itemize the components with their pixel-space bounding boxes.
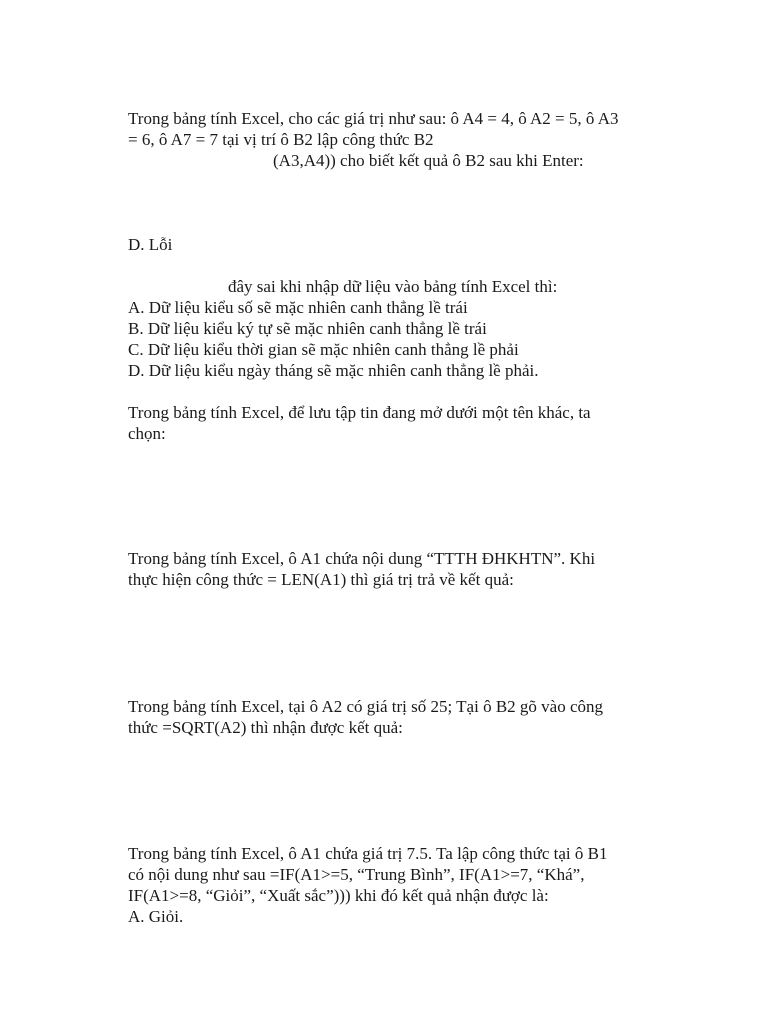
q4-line-1: Trong bảng tính Excel, ô A1 chứa nội dung “TTTH ĐHKHTN”. Khi (128, 549, 596, 568)
q2-option-a: A. Dữ liệu kiểu số sẽ mặc nhiên canh thẳng lề trái (128, 298, 468, 317)
q2-option-b: B. Dữ liệu kiểu ký tự sẽ mặc nhiên canh thẳng lề trái (128, 319, 487, 338)
q4-line-2: thực hiện công thức = LEN(A1) thì giá trị trả về kết quả: (128, 570, 514, 589)
q2-option-c: C. Dữ liệu kiểu thời gian sẽ mặc nhiên canh thẳng lề phải (128, 340, 519, 359)
q3-line-1: Trong bảng tính Excel, để lưu tập tin đang mở dưới một tên khác, ta (128, 403, 591, 422)
q3-line-2: chọn: (128, 424, 166, 443)
q5-line-2: thức =SQRT(A2) thì nhận được kết quả: (128, 718, 403, 737)
q6-line-3: IF(A1>=8, “Giỏi”, “Xuất sắc”))) khi đó kết quả nhận được là: (128, 886, 549, 905)
q2-stem: đây sai khi nhập dữ liệu vào bảng tính Excel thì: (228, 277, 558, 296)
q1-line-3: (A3,A4)) cho biết kết quả ô B2 sau khi Enter: (273, 151, 584, 170)
q1-option-d: D. Lỗi (128, 235, 173, 254)
q5-line-1: Trong bảng tính Excel, tại ô A2 có giá trị số 25; Tại ô B2 gõ vào công (128, 697, 604, 716)
q6-option-a: A. Giỏi. (128, 907, 184, 926)
q2-option-d: D. Dữ liệu kiểu ngày tháng sẽ mặc nhiên canh thẳng lề phải. (128, 361, 539, 380)
q6-line-1: Trong bảng tính Excel, ô A1 chứa giá trị 7.5. Ta lập công thức tại ô B1 (128, 844, 608, 863)
q6-line-2: có nội dung như sau =IF(A1>=5, “Trung Bình”, IF(A1>=7, “Khá”, (128, 865, 585, 884)
q1-line-2: = 6, ô A7 = 7 tại vị trí ô B2 lập công thức B2 (128, 130, 434, 149)
q1-line-1: Trong bảng tính Excel, cho các giá trị như sau: ô A4 = 4, ô A2 = 5, ô A3 (128, 109, 619, 128)
